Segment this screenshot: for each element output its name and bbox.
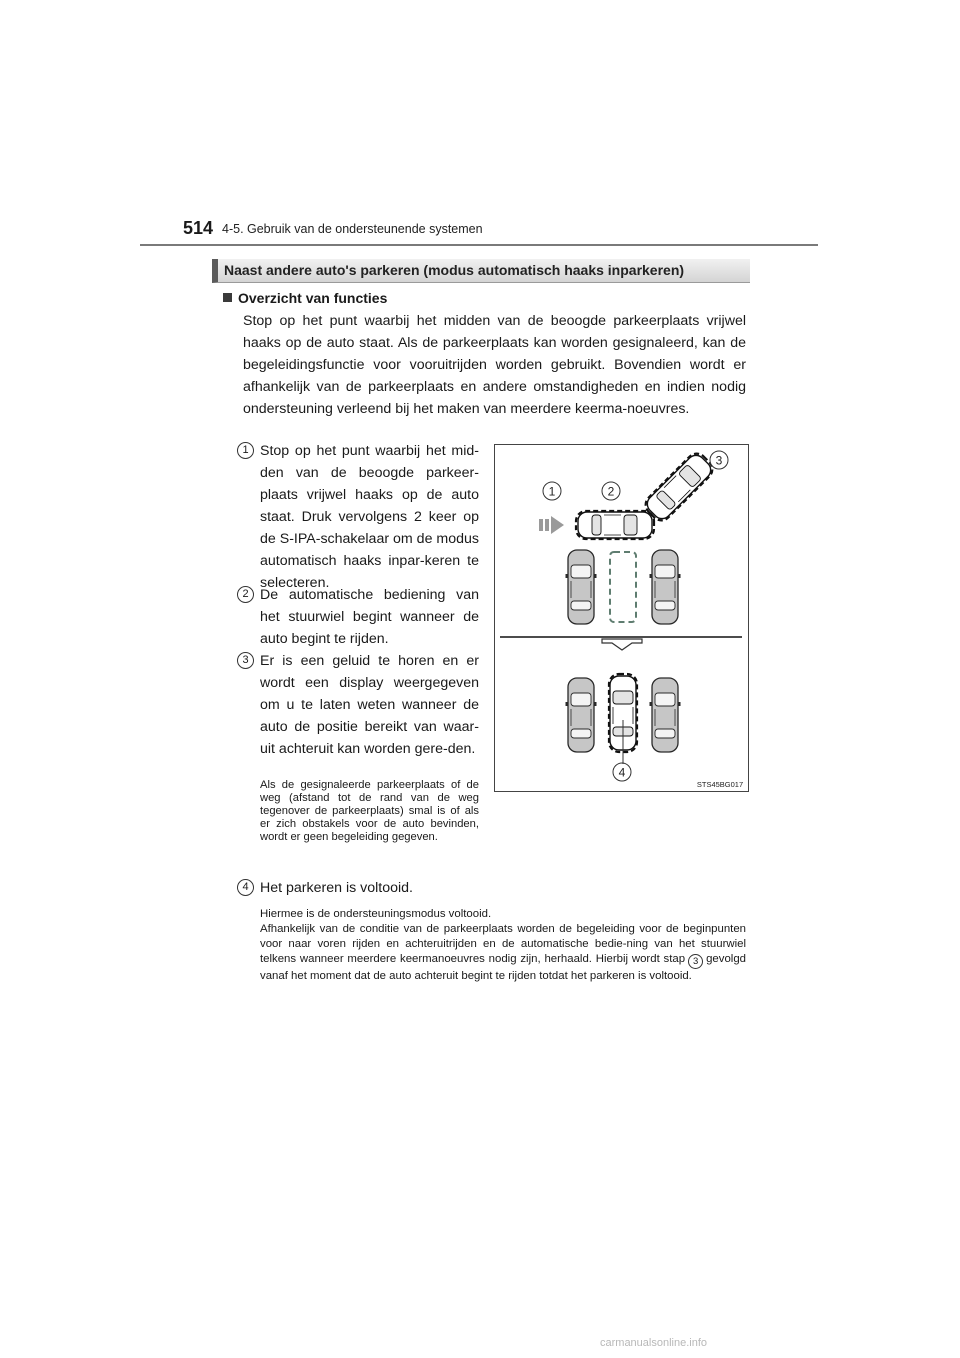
figure-code: STS45BG017 (696, 780, 744, 789)
square-bullet-icon (223, 293, 232, 302)
subheading (223, 290, 387, 306)
parked-car-right-lower (650, 678, 681, 752)
step-2-text: De automatische bediening van het stuurwiel begint wanneer de auto begint te rijden. (260, 587, 479, 647)
parking-diagram (494, 444, 749, 792)
figure-label-1: 1 (548, 484, 556, 499)
step-1-text: Stop op het punt waarbij het mid-den van de beoogde parkeer-plaats vrijwel haaks op de auto staat. Druk vervolgens 2 keer op de S-IPA-schakelaar om de modus automatisch haaks inpar-keren te selecteren. (260, 443, 479, 591)
completion-note-text-a: Afhankelijk van de conditie van de parkeerplaats worden de begeleiding voor de beginpunten voor naar voren rijden en achteruitrijden en de automatische bedie-ning van het stuurwiel telkens wanneer meerdere keermanoeuvres nodig zijn, herhaald. Hierbij wordt stap (260, 923, 746, 965)
step-1-number: 1 (237, 442, 254, 459)
parked-car-left-upper (566, 550, 597, 624)
step-3-number: 3 (237, 652, 254, 669)
completion-note-text-b: gevolgd vanaf het moment dat de auto achteruit begint te rijden totdat het parkeren is voltooid. (260, 953, 746, 982)
step-4-text: Het parkeren is voltooid. (260, 880, 413, 896)
figure-label-2: 2 (607, 484, 615, 499)
step-4-number: 4 (237, 879, 254, 896)
figure-label-4: 4 (618, 765, 626, 780)
completion-note (260, 907, 746, 984)
moving-car-horizontal (576, 511, 654, 539)
header-divider (140, 244, 818, 246)
overview-paragraph: Stop op het punt waarbij het midden van de beoogde parkeerplaats vrijwel haaks op de auto staat. Als de parkeerplaats kan worden gesignaleerd, kan de begeleidingsfunctie voor vooruitrijden worden gebruikt. Bovendien wordt er afhankelijk van de parkeerplaats en andere omstandigheden en indien nodig ondersteuning verleend bij het maken van meerdere keerma-noeuvres. (243, 313, 746, 417)
step-3-text: Er is een geluid te horen en er wordt een display weergegeven om u te laten weten wanneer de auto de positie bereikt van waar-uit achteruit kan worden gere-den. (260, 653, 479, 757)
subheading-text: Overzicht van functies (238, 290, 388, 306)
parked-car-left-lower (566, 678, 597, 752)
page-number: 514 (183, 218, 214, 238)
parked-car-right-upper (650, 550, 681, 624)
figure-label-3: 3 (715, 453, 723, 468)
section-title: Naast andere auto's parkeren (modus automatisch haaks inparkeren) (224, 262, 685, 278)
watermark: carmanualsonline.info (600, 1337, 708, 1349)
completion-note-line1: Hiermee is de ondersteuningsmodus voltooid. (260, 908, 492, 920)
step-2-number: 2 (237, 586, 254, 603)
chapter-title: 4-5. Gebruik van de ondersteunende systemen (222, 222, 483, 236)
step-reference-number: 3 (688, 954, 703, 969)
step-3-note: Als de gesignaleerde parkeerplaats of de weg (afstand tot de rand van de weg tegenover de parkeerplaats) smal is of als er zich obstakels voor de auto bevinden, wordt er geen begeleiding gegeven. (260, 779, 479, 843)
